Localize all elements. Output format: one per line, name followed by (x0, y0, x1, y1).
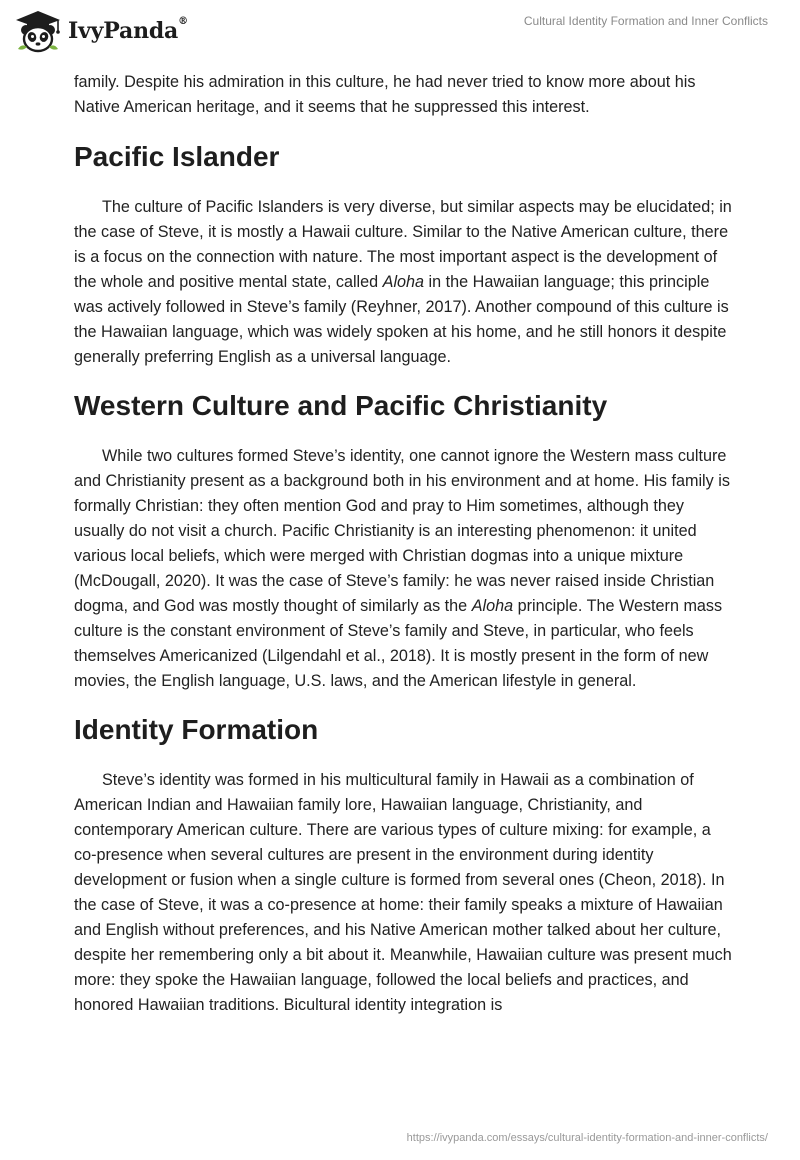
page-header (0, 0, 800, 60)
essay-content (74, 70, 734, 1018)
source-url[interactable]: https://ivypanda.com/essays/cultural-identity-formation-and-inner-conflicts/ (406, 1132, 768, 1144)
paragraph-identity-formation: Steve’s identity was formed in his multicultural family in Hawaii as a combination of American Indian and Hawaiian family lore, Hawaiian language, Christianity, and contemporary American culture. There are various types of culture mixing: for example, a co-presence when several cultures are present in the environment during identity development or fusion when a single culture is formed from several ones (Cheon, 2018). In the case of Steve, it was a co-presence at home: their family speaks a mixture of Hawaiian and English without preferences, and his Native American mother talked about her culture, despite her remembering only a bit about it. Meanwhile, Hawaiian culture was present much more: they spoke the Hawaiian language, followed the local beliefs and practices, and honored Hawaiian traditions. Bicultural identity integration is (74, 771, 732, 1014)
heading-western-culture: Western Culture and Pacific Christianity (74, 390, 608, 421)
panda-graduate-icon (14, 9, 62, 53)
aloha-term: Aloha (471, 597, 514, 615)
registered-mark: ® (178, 16, 188, 27)
paragraph-western-culture: While two cultures formed Steve’s identity, one cannot ignore the Western mass culture and Christianity present as a background both in his environment and at home. His family is formally Christian: they often mention God and pray to Him sometimes, although they usually do not visit a church. Pacific Christianity is an interesting phenomenon: it united various local beliefs, which were merged with Christian dogmas into a unique mixture (McDougall, 2020). It was the case of Steve’s family: he was never raised inside Christian dogma, and God was mostly thought of similarly as the Aloha principle. The Western mass culture is the constant environment of Steve’s family and Steve, in particular, who feels themselves Americanized (Lilgendahl et al., 2018). It is mostly present in the form of new movies, the English language, U.S. laws, and the American lifestyle in general. (74, 447, 730, 690)
document-title: Cultural Identity Formation and Inner Conflicts (523, 14, 768, 28)
heading-pacific-islander: Pacific Islander (74, 141, 280, 172)
logo-text: IvyPanda® (68, 16, 188, 44)
heading-identity-formation: Identity Formation (74, 714, 319, 745)
aloha-term: Aloha (382, 273, 425, 291)
ivypanda-logo[interactable] (14, 9, 188, 53)
paragraph-pacific-islander: The culture of Pacific Islanders is very diverse, but similar aspects may be elucidated; in the case of Steve, it is mostly a Hawaii culture. Similar to the Native American culture, there is a focus on the connection with nature. The most important aspect is the development of the whole and positive mental state, called Aloha in the Hawaiian language; this principle was actively followed in Steve’s family (Reyhner, 2017). Another compound of this culture is the Hawaiian language, which was widely spoken at his home, and he still honors it despite generally preferring English as a universal language. (74, 198, 732, 366)
intro-paragraph: family. Despite his admiration in this culture, he had never tried to know more about his Native American heritage, and it seems that he suppressed this interest. (74, 73, 696, 116)
